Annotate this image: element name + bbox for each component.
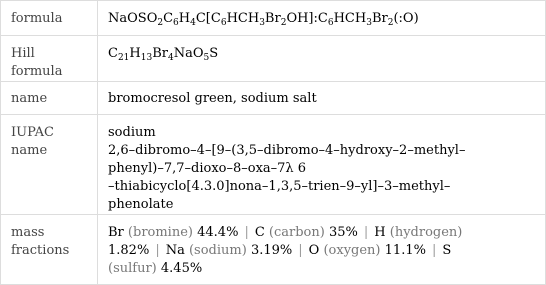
formula-value: $NaOSO_2C_6H_4C[C_6HCH_3Br_2OH]:C_6HCH_3Br_2(:O)$	[98, 1, 546, 36]
iupac-line: 2,6–dibromo–4–[9–(3,5–dibromo–4–hydroxy–2–methyl–	[108, 143, 466, 158]
iupac-name-row	[1, 115, 546, 215]
separator: |	[155, 243, 160, 258]
mass-fraction-item: Na (sodium) 3.19%	[165, 243, 293, 258]
name-row	[1, 82, 546, 115]
mass-fraction-item: C (carbon) 35%	[254, 225, 358, 240]
name-value: bromocresol green, sodium salt	[98, 82, 546, 115]
separator: |	[363, 225, 369, 240]
mass-fraction-item: O (oxygen) 11.1%	[308, 243, 426, 258]
mass-fractions-value	[98, 215, 546, 285]
mass-fractions-row	[1, 215, 546, 285]
mass-fractions-line-2: 1.82% | Na (sodium) 3.19% | O (oxygen) 11.1% | S	[108, 243, 452, 258]
separator: |	[431, 243, 437, 258]
iupac-line: phenolate	[108, 197, 174, 212]
iupac-name-value	[98, 115, 546, 215]
iupac-line: –thiabicyclo[4.3.0]nona–1,3,5–trien–9–yl]–3–methyl–	[108, 179, 451, 194]
separator: |	[298, 243, 303, 258]
mass-fractions-label: mass fractions	[1, 215, 98, 285]
hill-formula-label: Hill formula	[1, 36, 98, 82]
mass-fractions-line-1	[108, 224, 535, 242]
separator: |	[244, 225, 249, 240]
hill-formula-row	[1, 36, 546, 82]
mass-fractions-line-3: (sulfur) 4.45%	[108, 261, 203, 276]
mass-fraction-item: S	[442, 243, 452, 258]
name-label: name	[1, 82, 98, 115]
iupac-line: phenyl)–7,7–dioxo–8–oxa–7λ 6	[108, 161, 307, 176]
formula-row	[1, 1, 546, 36]
mass-fraction-item: H (hydrogen)	[374, 225, 463, 240]
iupac-name-label: IUPAC name	[1, 115, 98, 215]
hill-formula-value: $C_{21}H_{13}Br_4NaO_5S$	[98, 36, 546, 82]
mass-fraction-item: Br (bromine) 44.4%	[108, 225, 239, 240]
iupac-line: sodium	[108, 125, 156, 140]
formula-label: formula	[1, 1, 98, 36]
